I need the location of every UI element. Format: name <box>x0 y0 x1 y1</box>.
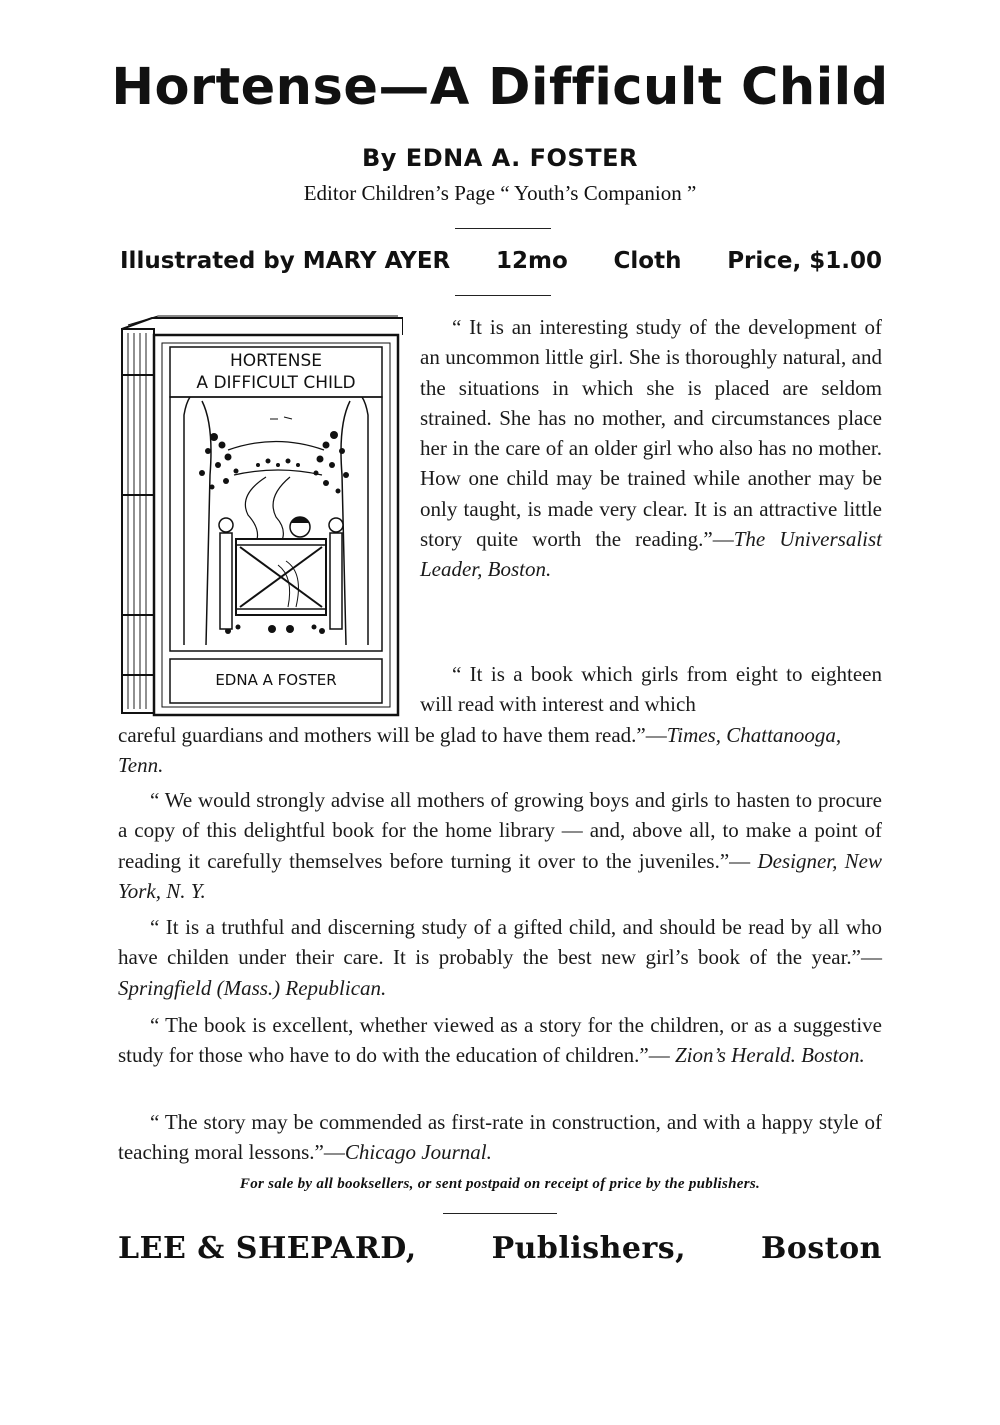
book-info-line <box>120 248 882 274</box>
review-3-source: Designer, New York, N. Y. <box>118 848 883 903</box>
review-5-source: Zion’s Herald. Boston. <box>674 1043 865 1068</box>
cover-title-line1: HORTENSE <box>229 351 323 371</box>
review-2-text-start: “ It is a book which girls from eight to eighteen will read with interest and which <box>420 662 882 717</box>
review-4-text: “ It is a truthful and discerning study of a gifted child, and should be read by all who have childen under their care. It is probably the best new girl’s book of the year.”— <box>118 915 882 970</box>
review-1 <box>420 312 882 585</box>
illustrator-credit: Illustrated by MARY AYER <box>120 248 451 274</box>
review-5 <box>118 1010 882 1071</box>
cover-title-line2: A DIFFICULT CHILD <box>196 373 356 393</box>
review-3 <box>118 785 882 906</box>
review-4 <box>118 912 882 1003</box>
review-4-source: Springfield (Mass.) Republican. <box>118 975 387 1000</box>
review-3-text: “ We would strongly advise all mothers of growing boys and girls to hasten to procure a copy of this delightful book for the home library — and, above all, to make a point of reading it carefully themselves before turning it over to the juveniles.”— <box>118 788 882 873</box>
publisher-name: LEE & SHEPARD, <box>118 1231 417 1266</box>
format-label: 12mo <box>496 248 568 274</box>
review-6 <box>118 1107 882 1168</box>
review-2-end <box>118 720 882 781</box>
review-1-source: The Universalist Leader, Boston. <box>420 527 882 582</box>
review-1-text: “ It is an interesting study of the development of an uncommon little girl. She is thoroughly natural, and the situations in which she is placed are seldom strained. She has no mother, and circumstances place her in the care of an older girl who also has no mother. How one child may be trained while another may be only taught, is made very clear. It is an attractive little story quite worth the reading.”— <box>420 315 882 552</box>
review-6-text: “ The story may be commended as first-rate in construction, and with a happy style of teaching moral lessons.”— <box>118 1110 882 1165</box>
binding-label: Cloth <box>613 248 682 274</box>
price-label: Price, $1.00 <box>727 248 882 274</box>
review-2-source: Times, Chattanooga, Tenn. <box>118 723 842 778</box>
author-byline: By EDNA A. FOSTER <box>362 144 638 172</box>
review-6-source: Chicago Journal. <box>344 1140 492 1165</box>
editor-line: Editor Children’s Page “ Youth’s Companion ” <box>303 181 697 205</box>
review-2-text-end: careful guardians and mothers will be glad to have them read.”— <box>118 723 667 747</box>
page-title: Hortense—A Difficult Child <box>111 58 889 117</box>
publisher-line <box>118 1231 882 1266</box>
divider-info <box>455 295 551 296</box>
divider-bottom <box>443 1213 557 1214</box>
publisher-city: Boston <box>761 1231 882 1266</box>
cover-title <box>170 350 382 394</box>
sale-note: For sale by all booksellers, or sent postpaid on receipt of price by the publishers. <box>239 1176 761 1192</box>
review-5-text: “ The book is excellent, whether viewed as a story for the children, or as a suggestive study for those who have to do with the education of children.”— <box>118 1013 882 1068</box>
publisher-role: Publishers, <box>491 1231 687 1266</box>
review-2-start <box>420 659 882 720</box>
cover-author: EDNA A FOSTER <box>215 671 337 689</box>
divider-top <box>455 228 551 229</box>
